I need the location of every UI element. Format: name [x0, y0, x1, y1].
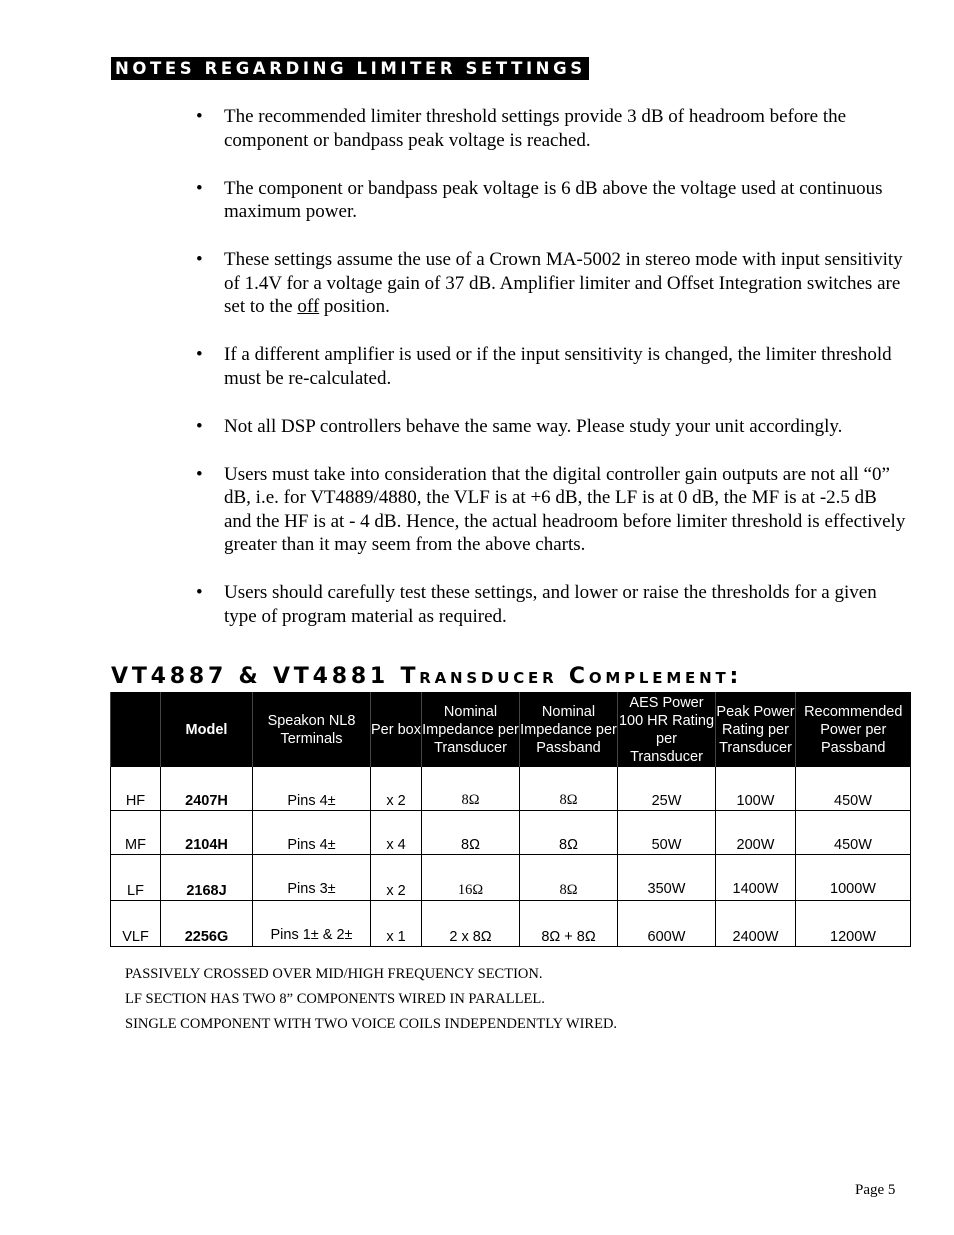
footnote: LF SECTION HAS TWO 8” COMPONENTS WIRED IN PARALLEL. [125, 991, 545, 1007]
cell-peak-power: 200W [716, 811, 796, 855]
table-row [111, 811, 911, 855]
note-item: • If a different amplifier is used or if the input sensitivity is changed, the limiter threshold must be re-calculated. [196, 343, 908, 390]
cell-model: 2168J [161, 855, 253, 901]
cell-recommended-power: 450W [796, 767, 911, 811]
transducer-complement-heading: VT4887 & VT4881 Transducer Complement: [111, 664, 743, 689]
header-recommended-power: Recommended Power per Passband [796, 692, 911, 767]
header-model: Model [161, 692, 253, 767]
table-row [111, 901, 911, 947]
cell-terminals: Pins 3± [253, 855, 371, 901]
cell-section: VLF [111, 901, 161, 947]
note-item: • The recommended limiter threshold settings provide 3 dB of headroom before the component or bandpass peak voltage is reached. [196, 105, 908, 152]
cell-recommended-power: 450W [796, 811, 911, 855]
note-item: • Not all DSP controllers behave the same way. Please study your unit accordingly. [196, 415, 908, 439]
cell-per-box: x 1 [371, 901, 422, 947]
cell-per-box: x 4 [371, 811, 422, 855]
table-header-row [111, 692, 911, 767]
page-number: Page 5 [855, 1182, 896, 1198]
cell-impedance-transducer: 8Ω [422, 811, 520, 855]
cell-terminals: Pins 4± [253, 767, 371, 811]
cell-model: 2407H [161, 767, 253, 811]
transducer-table [110, 692, 911, 947]
cell-aes-power: 50W [618, 811, 716, 855]
notes-list [196, 105, 908, 653]
cell-per-box: x 2 [371, 767, 422, 811]
note-item: • The component or bandpass peak voltage is 6 dB above the voltage used at continuous maximum power. [196, 177, 908, 224]
header-impedance-transducer: Nominal Impedance per Transducer [422, 692, 520, 767]
underlined-word: off [297, 296, 320, 317]
header-terminals: Speakon NL8 Terminals [253, 692, 371, 767]
cell-peak-power: 100W [716, 767, 796, 811]
header-section [111, 692, 161, 767]
cell-impedance-passband: 8Ω + 8Ω [520, 901, 618, 947]
cell-section: HF [111, 767, 161, 811]
cell-impedance-passband: 8Ω [520, 855, 618, 901]
cell-peak-power: 2400W [716, 901, 796, 947]
cell-impedance-transducer: 2 x 8Ω [422, 901, 520, 947]
cell-terminals: Pins 4± [253, 811, 371, 855]
footnote: PASSIVELY CROSSED OVER MID/HIGH FREQUENCY SECTION. [125, 966, 543, 982]
cell-peak-power: 1400W [716, 855, 796, 901]
cell-per-box: x 2 [371, 855, 422, 901]
cell-model: 2256G [161, 901, 253, 947]
cell-aes-power: 600W [618, 901, 716, 947]
note-item: • These settings assume the use of a Crown MA-5002 in stereo mode with input sensitivity of 1.4V for a voltage gain of 37 dB. Amplifier limiter and Offset Integration switches are set to the off position. [196, 248, 908, 319]
cell-recommended-power: 1200W [796, 901, 911, 947]
cell-impedance-passband: 8Ω [520, 767, 618, 811]
cell-section: LF [111, 855, 161, 901]
header-per-box: Per box [371, 692, 422, 767]
cell-aes-power: 25W [618, 767, 716, 811]
cell-section: MF [111, 811, 161, 855]
footnote: SINGLE COMPONENT WITH TWO VOICE COILS INDEPENDENTLY WIRED. [125, 1016, 618, 1032]
cell-impedance-transducer: 16Ω [422, 855, 520, 901]
cell-terminals: Pins 1± & 2± [253, 901, 371, 947]
cell-impedance-transducer: 8Ω [422, 767, 520, 811]
header-impedance-passband: Nominal Impedance per Passband [520, 692, 618, 767]
footnotes [125, 962, 617, 1037]
header-peak-power: Peak Power Rating per Transducer [716, 692, 796, 767]
notes-heading: NOTES REGARDING LIMITER SETTINGS [111, 57, 589, 80]
header-aes-power: AES Power 100 HR Rating per Transducer [618, 692, 716, 767]
note-item: • Users should carefully test these settings, and lower or raise the thresholds for a given type of program material as required. [196, 581, 908, 628]
cell-recommended-power: 1000W [796, 855, 911, 901]
cell-impedance-passband: 8Ω [520, 811, 618, 855]
table-row [111, 767, 911, 811]
note-item: • Users must take into consideration that the digital controller gain outputs are not all “0” dB, i.e. for VT4889/4880, the VLF is at +6 dB, the LF is at 0 dB, the MF is at -2.5 dB and the HF is at - 4 dB. Hence, the actual headroom before limiter threshold is effectively greater than it may seem from the above charts. [196, 463, 908, 557]
table-row [111, 855, 911, 901]
cell-aes-power: 350W [618, 855, 716, 901]
cell-model: 2104H [161, 811, 253, 855]
